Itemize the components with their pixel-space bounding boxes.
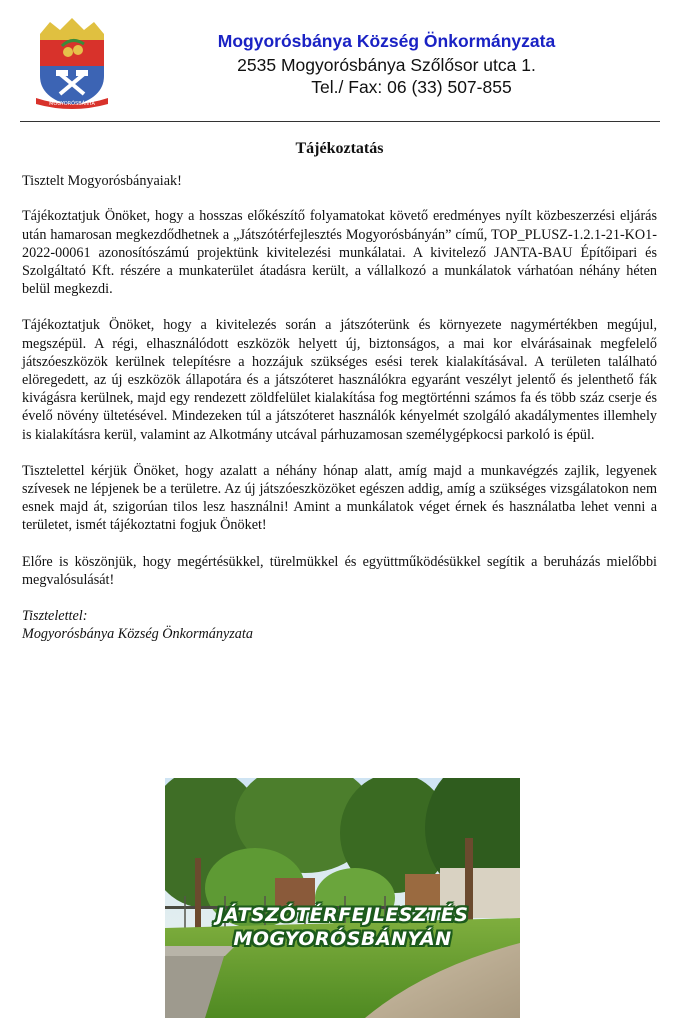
organization-phone: Tel./ Fax: 06 (33) 507-855 [311,77,512,97]
greeting: Tisztelt Mogyorósbányaiak! [22,173,182,190]
header-divider [20,121,660,122]
playground-photo [165,778,520,1018]
paragraph-3: Tisztelettel kérjük Önöket, hogy azalatt a néhány hónap alatt, amíg majd a munkavégzés zajlik, legyenek szívesek ne lépjenek be a területre. Az új játszóeszközöket egészen addig, amíg a szükséges vizsgálatokon nem esnek majd át, szigorúan tilos lesz használni! Amint a munkálatok véget érnek és használatba lehet venni a területet, ismét tájékoztatni fogjuk Önöket! [22,462,657,534]
paragraph-1: Tájékoztatjuk Önöket, hogy a hosszas előkészítő folyamatokat követő eredményes nyílt közbeszerzési eljárás után hamarosan megkezdődhetnek a „Játszótérfejlesztés Mogyorósbányán” című, TOP_PLUSZ-1.2.1-21-KO1-2022-00061 azonosítószámú projektünk kivitelezési munkálatai. A kivitelező JANTA-BAU Építőipari és Szolgáltató Kft. részére a munkaterület átadásra került, a vállalkozó a munkálatok várhatóan néhány héten belül megkezdi. [22,208,657,298]
crest-label: MOGYORÓSBÁNYA [49,101,95,107]
document-body [22,140,657,643]
letterhead [0,0,683,124]
paragraph-2: Tájékoztatjuk Önöket, hogy a kivitelezés során a játszóterünk és környezete nagymértékben megújul, megszépül. A régi, elhasználódott eszközök helyett új, biztonságos, a mai kor elvárásainak megfelelő játszóeszközök kerülnek telepítésre a hozzájuk szükséges esési terek kialakításával. A területen található elöregedett, az új eszközök állapotára és a játszóteret használókra egyaránt veszélyt jelentő és jelenthető fák kivágásra kerülnek, majd egy rendezett zöldfelület kialakítása fog megtörténni számos fa és több száz cserje és évelő növény ültetésével. Mindezeken túl a játszóteret használók kényelmét szolgáló akadálymentes illemhely is kialakításra kerül, valamint az Alkotmány utcával párhuzamosan személygépkocsi parkoló is épül. [22,317,657,443]
document-title: Tájékoztatás [295,140,384,157]
banner-line-2: MOGYORÓSBÁNYÁN [233,928,452,950]
organization-address: 2535 Mogyorósbánya Szőlősor utca 1. [237,55,536,75]
organization-name: Mogyorósbánya Község Önkormányzata [217,31,556,51]
paragraph-4: Előre is köszönjük, hogy megértésükkel, türelmükkel és együttműködésükkel segítik a beruházás mielőbbi megvalósulását! [22,553,657,588]
signature: Mogyorósbánya Község Önkormányzata [22,626,253,643]
banner-line-1: JÁTSZÓTÉRFEJLESZTÉS [216,904,469,926]
project-banner [165,903,520,951]
sign-off: Tisztelettel: [22,608,88,625]
